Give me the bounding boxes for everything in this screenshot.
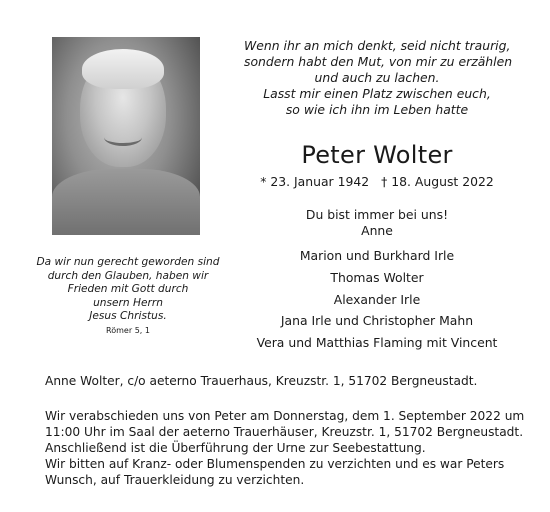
info-line: Wunsch, auf Trauerkleidung zu verzichten.: [45, 473, 305, 487]
death-date: † 18. August 2022: [381, 174, 494, 189]
family-member: Marion und Burkhard Irle: [299, 248, 455, 263]
info-line: 11:00 Uhr im Saal der aeterno Trauerhäuser, Kreuzstr. 1, 51702 Bergneustadt.: [45, 425, 524, 439]
poem-line: und auch zu lachen.: [314, 70, 440, 85]
portrait-photo: [52, 37, 200, 235]
verse-line: Jesus Christus.: [89, 310, 167, 323]
greeting-signer: Anne: [361, 223, 393, 238]
verse-line: unsern Herrn: [93, 296, 163, 309]
family-member: Alexander Irle: [333, 291, 421, 307]
life-dates: [244, 174, 510, 190]
portrait-hair: [82, 49, 164, 89]
funeral-info: [45, 408, 524, 488]
family-member: Vera und Matthias Flaming mit Vincent: [256, 335, 498, 351]
portrait-shirt: [52, 169, 200, 235]
contact-address: Anne Wolter, c/o aeterno Trauerhaus, Kreuzstr. 1, 51702 Bergneustadt.: [45, 374, 478, 388]
poem-line: Wenn ihr an mich denkt, seid nicht traurig,: [244, 38, 511, 53]
verse-reference: Römer 5, 1: [106, 325, 150, 335]
poem-line: so wie ich ihn im Leben hatte: [285, 102, 469, 117]
portrait-smile: [104, 129, 142, 146]
greeting-line: Du bist immer bei uns!: [305, 207, 449, 222]
family-member: Jana Irle und Christopher Mahn: [280, 313, 474, 329]
poem-line: sondern habt den Mut, von mir zu erzählen: [244, 54, 513, 69]
verse-line: Da wir nun gerecht geworden sind: [36, 256, 220, 268]
verse-line: Frieden mit Gott durch: [67, 283, 189, 296]
deceased-name: Peter Wolter: [301, 141, 453, 169]
family-list: [244, 245, 510, 354]
greeting: [244, 207, 510, 239]
birth-date: * 23. Januar 1942: [260, 174, 370, 189]
poem-line: Lasst mir einen Platz zwischen euch,: [263, 86, 491, 101]
info-line: Wir verabschieden uns von Peter am Donnerstag, dem 1. September 2022 um: [45, 409, 525, 423]
poem: [244, 38, 513, 118]
bible-verse: [30, 256, 226, 338]
family-member: Thomas Wolter: [330, 269, 424, 285]
info-line: Anschließend ist die Überführung der Urne zur Seebestattung.: [45, 441, 426, 455]
info-line: Wir bitten auf Kranz- oder Blumenspenden zu verzichten und es war Peters: [45, 457, 505, 471]
verse-line: durch den Glauben, haben wir: [47, 269, 209, 282]
